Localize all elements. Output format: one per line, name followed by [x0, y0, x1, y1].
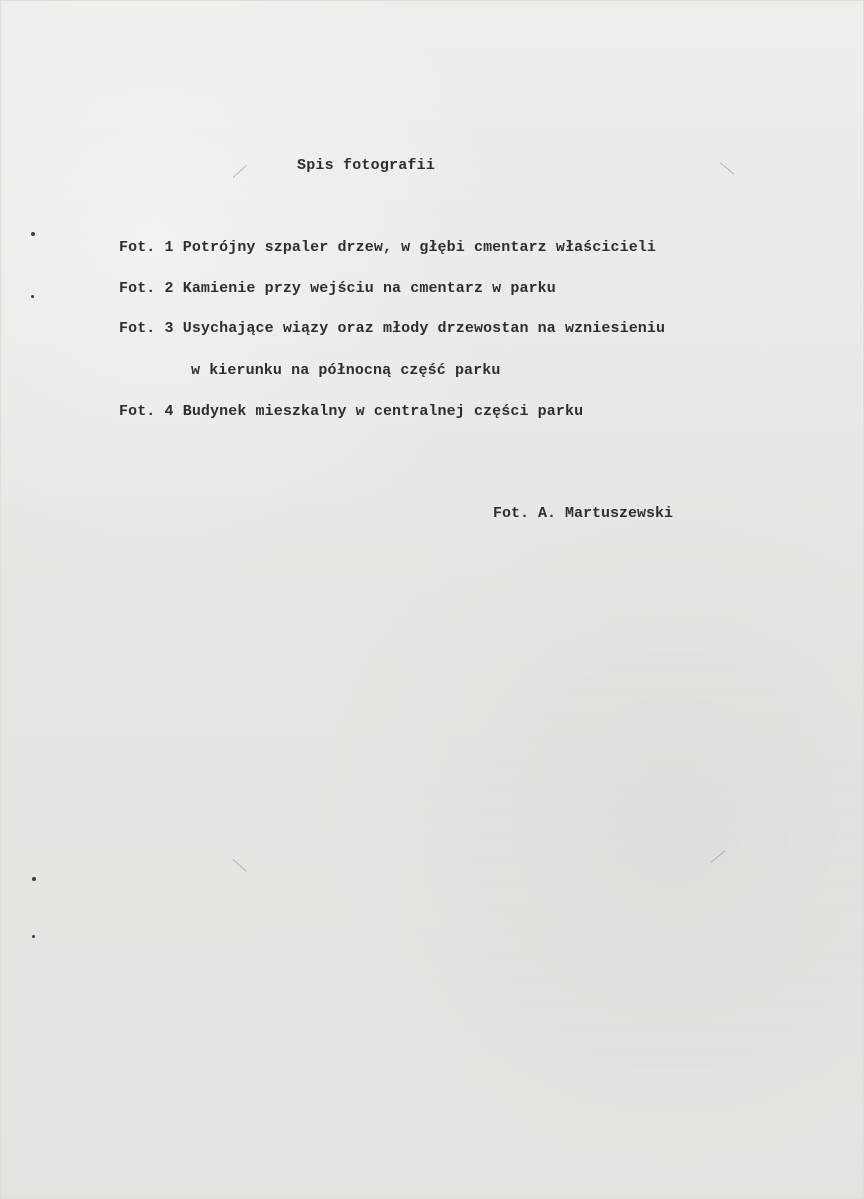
- page-title: Spis fotografii: [297, 157, 436, 174]
- photo-author: Fot. A. Martuszewski: [493, 505, 674, 522]
- photo-description: Usychające wiązy oraz młody drzewostan na wzniesieniu: [182, 320, 666, 337]
- punch-hole-mark: [32, 935, 35, 938]
- photo-entry-4: [119, 403, 583, 420]
- photo-entry-2: [119, 280, 556, 297]
- corner-mark: [233, 859, 247, 872]
- photo-label: Fot. 1: [119, 239, 174, 256]
- photo-description: Kamienie przy wejściu na cmentarz w parku: [182, 280, 556, 297]
- photo-entry-3: [119, 320, 665, 337]
- corner-mark: [233, 165, 247, 178]
- corner-mark: [711, 851, 725, 863]
- punch-hole-mark: [31, 295, 34, 298]
- photo-entry-3-continuation: w kierunku na północną część parku: [191, 362, 501, 379]
- photo-entry-1: [119, 239, 656, 256]
- photo-description: Budynek mieszkalny w centralnej części parku: [182, 403, 584, 420]
- photo-label: Fot. 3: [119, 320, 174, 337]
- punch-hole-mark: [31, 232, 35, 236]
- photo-label: Fot. 2: [119, 280, 174, 297]
- punch-hole-mark: [32, 877, 36, 881]
- corner-mark: [720, 162, 734, 174]
- photo-description: Potrójny szpaler drzew, w głębi cmentarz właścicieli: [182, 239, 656, 256]
- photo-label: Fot. 4: [119, 403, 174, 420]
- paper-texture: [1, 1, 863, 1198]
